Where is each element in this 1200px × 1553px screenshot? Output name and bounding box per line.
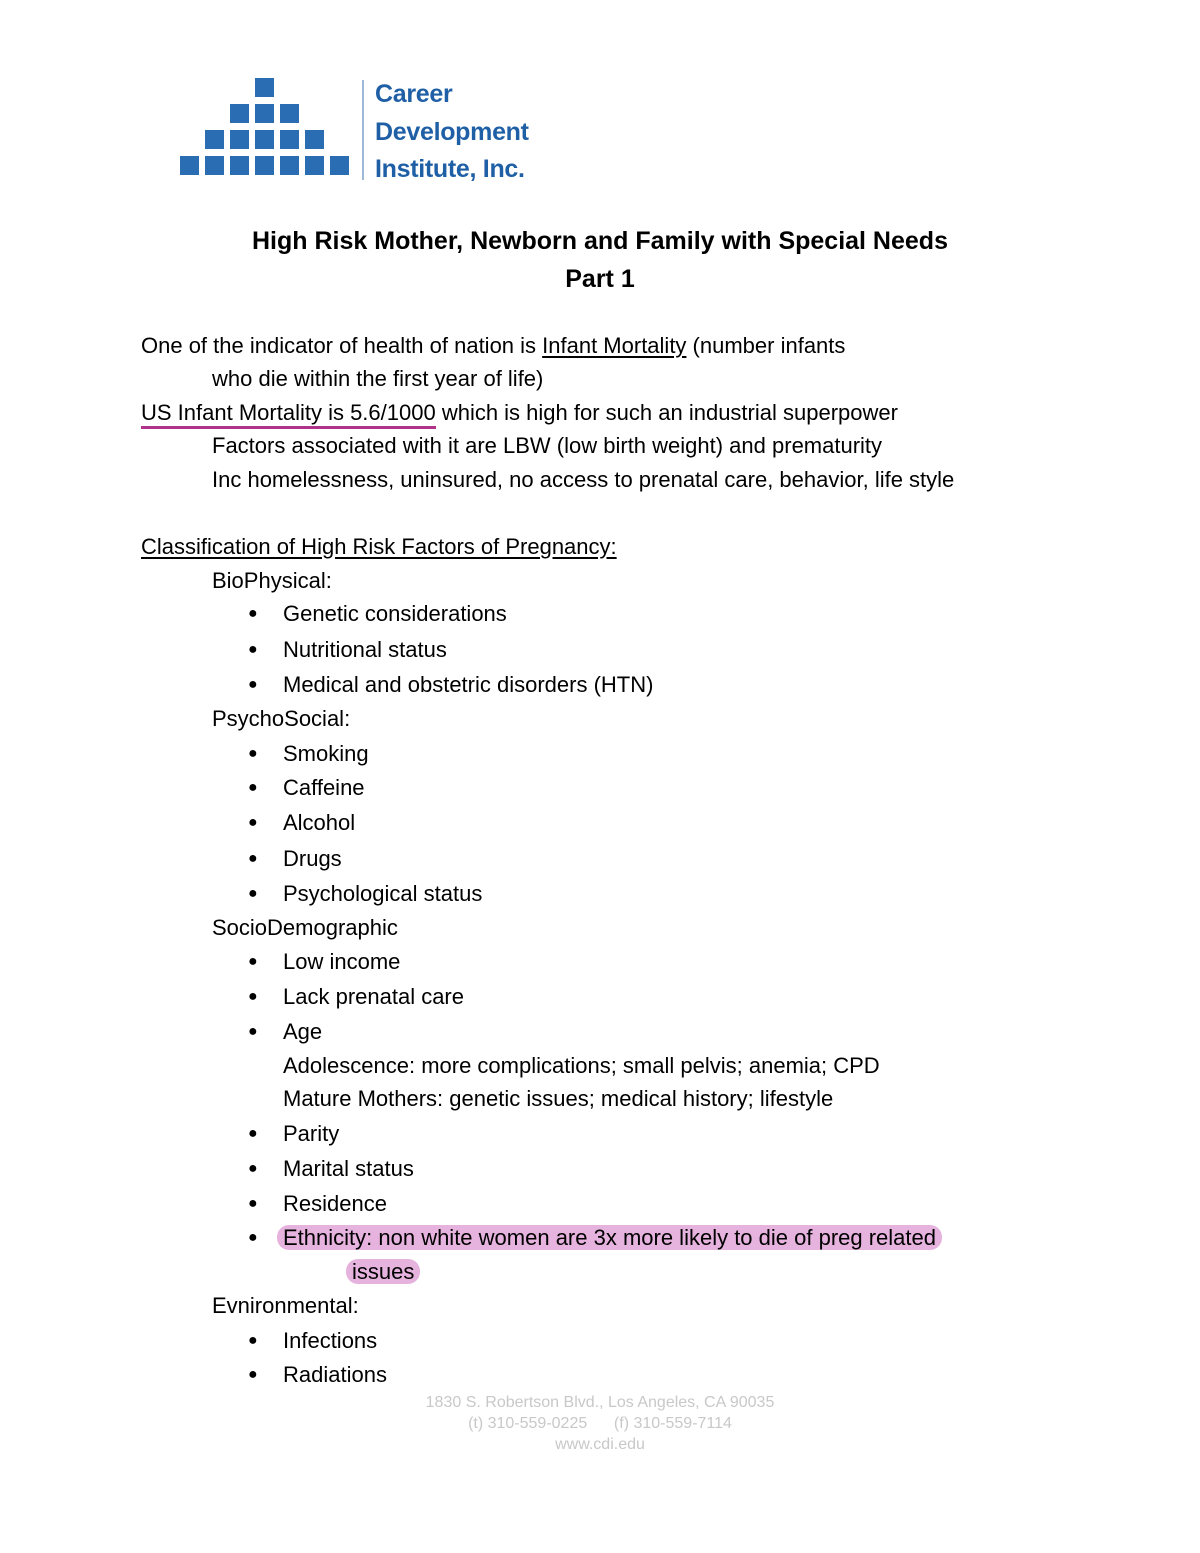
age-note: Mature Mothers: genetic issues; medical history; lifestyle	[283, 1086, 834, 1111]
list-item: Nutritional status	[283, 637, 447, 662]
footer-phones: (t) 310-559-0225 (f) 310-559-7114	[468, 1415, 732, 1432]
company-logo	[178, 76, 558, 184]
bullet-icon: ●	[248, 885, 258, 902]
bullet-icon: ●	[248, 1023, 258, 1040]
bullet-icon: ●	[248, 988, 258, 1005]
list-item: Smoking	[283, 741, 369, 766]
bullet-icon: ●	[248, 1195, 258, 1212]
logo-line-2: Development	[375, 117, 529, 146]
list-item: Caffeine	[283, 775, 365, 800]
list-item: Infections	[283, 1328, 378, 1353]
list-item: Alcohol	[283, 810, 356, 835]
list-item: Low income	[283, 949, 401, 974]
intro-text: (number infants	[686, 333, 846, 358]
age-note: Adolescence: more complications; small pelvis; anemia; CPD	[283, 1053, 880, 1078]
environmental-label: Evnironmental:	[212, 1293, 359, 1318]
ethnicity-highlight-line-1: Ethnicity: non white women are 3x more likely to die of preg related	[277, 1225, 942, 1250]
infant-mortality-term: Infant Mortality	[542, 333, 687, 358]
bullet-icon: ●	[248, 1160, 258, 1177]
intro-text: One of the indicator of health of nation is	[141, 333, 543, 358]
bullet-icon: ●	[248, 641, 258, 658]
ethnicity-item-continued	[352, 1257, 420, 1287]
list-item: Parity	[283, 1121, 340, 1146]
title-line-1: High Risk Mother, Newborn and Family with Special Needs	[252, 227, 948, 255]
list-item: Genetic considerations	[283, 601, 507, 626]
bullet-icon: ●	[248, 1125, 258, 1142]
bullet-icon: ●	[248, 745, 258, 762]
intro-line-3	[141, 398, 898, 428]
list-item: Residence	[283, 1191, 387, 1216]
list-item: Medical and obstetric disorders (HTN)	[283, 672, 654, 697]
intro-text: which is high for such an industrial superpower	[435, 400, 898, 425]
footer-address: 1830 S. Robertson Blvd., Los Angeles, CA 90035	[425, 1394, 775, 1411]
sociodemographic-label: SocioDemographic	[212, 915, 398, 940]
bullet-icon: ●	[248, 1229, 258, 1246]
bullet-icon: ●	[248, 1366, 258, 1383]
list-item: Drugs	[283, 846, 342, 871]
logo-line-1: Career	[375, 80, 453, 108]
ethnicity-highlight-line-2: issues	[346, 1259, 420, 1284]
bullet-icon: ●	[248, 605, 258, 622]
list-item: Lack prenatal care	[283, 984, 464, 1009]
logo-line-3: Institute, Inc.	[375, 155, 525, 183]
list-item: Psychological status	[283, 881, 483, 906]
intro-line-2: who die within the first year of life)	[212, 366, 544, 391]
title-line-2: Part 1	[565, 265, 635, 293]
intro-line-1	[141, 331, 845, 361]
bullet-icon: ●	[248, 779, 258, 796]
list-item: Radiations	[283, 1362, 387, 1387]
page-footer	[0, 1392, 1200, 1455]
us-infant-mortality-term: US Infant Mortality is 5.6/1000	[141, 400, 436, 429]
classification-heading: Classification of High Risk Factors of Pregnancy:	[141, 534, 617, 559]
bullet-icon: ●	[248, 814, 258, 831]
bullet-icon: ●	[248, 676, 258, 693]
logo-wordmark	[375, 76, 529, 189]
logo-divider	[362, 80, 364, 180]
ethnicity-item	[283, 1223, 942, 1253]
bullet-icon: ●	[248, 1332, 258, 1349]
intro-line-5: Inc homelessness, uninsured, no access to prenatal care, behavior, life style	[212, 467, 955, 492]
biophysical-label: BioPhysical:	[212, 568, 332, 593]
intro-line-4: Factors associated with it are LBW (low birth weight) and prematurity	[212, 433, 883, 458]
list-item: Marital status	[283, 1156, 414, 1181]
bullet-icon: ●	[248, 850, 258, 867]
list-item: Age	[283, 1019, 323, 1044]
psychosocial-label: PsychoSocial:	[212, 706, 351, 731]
document-title	[0, 222, 1200, 298]
footer-website: www.cdi.edu	[555, 1436, 645, 1453]
bullet-icon: ●	[248, 953, 258, 970]
